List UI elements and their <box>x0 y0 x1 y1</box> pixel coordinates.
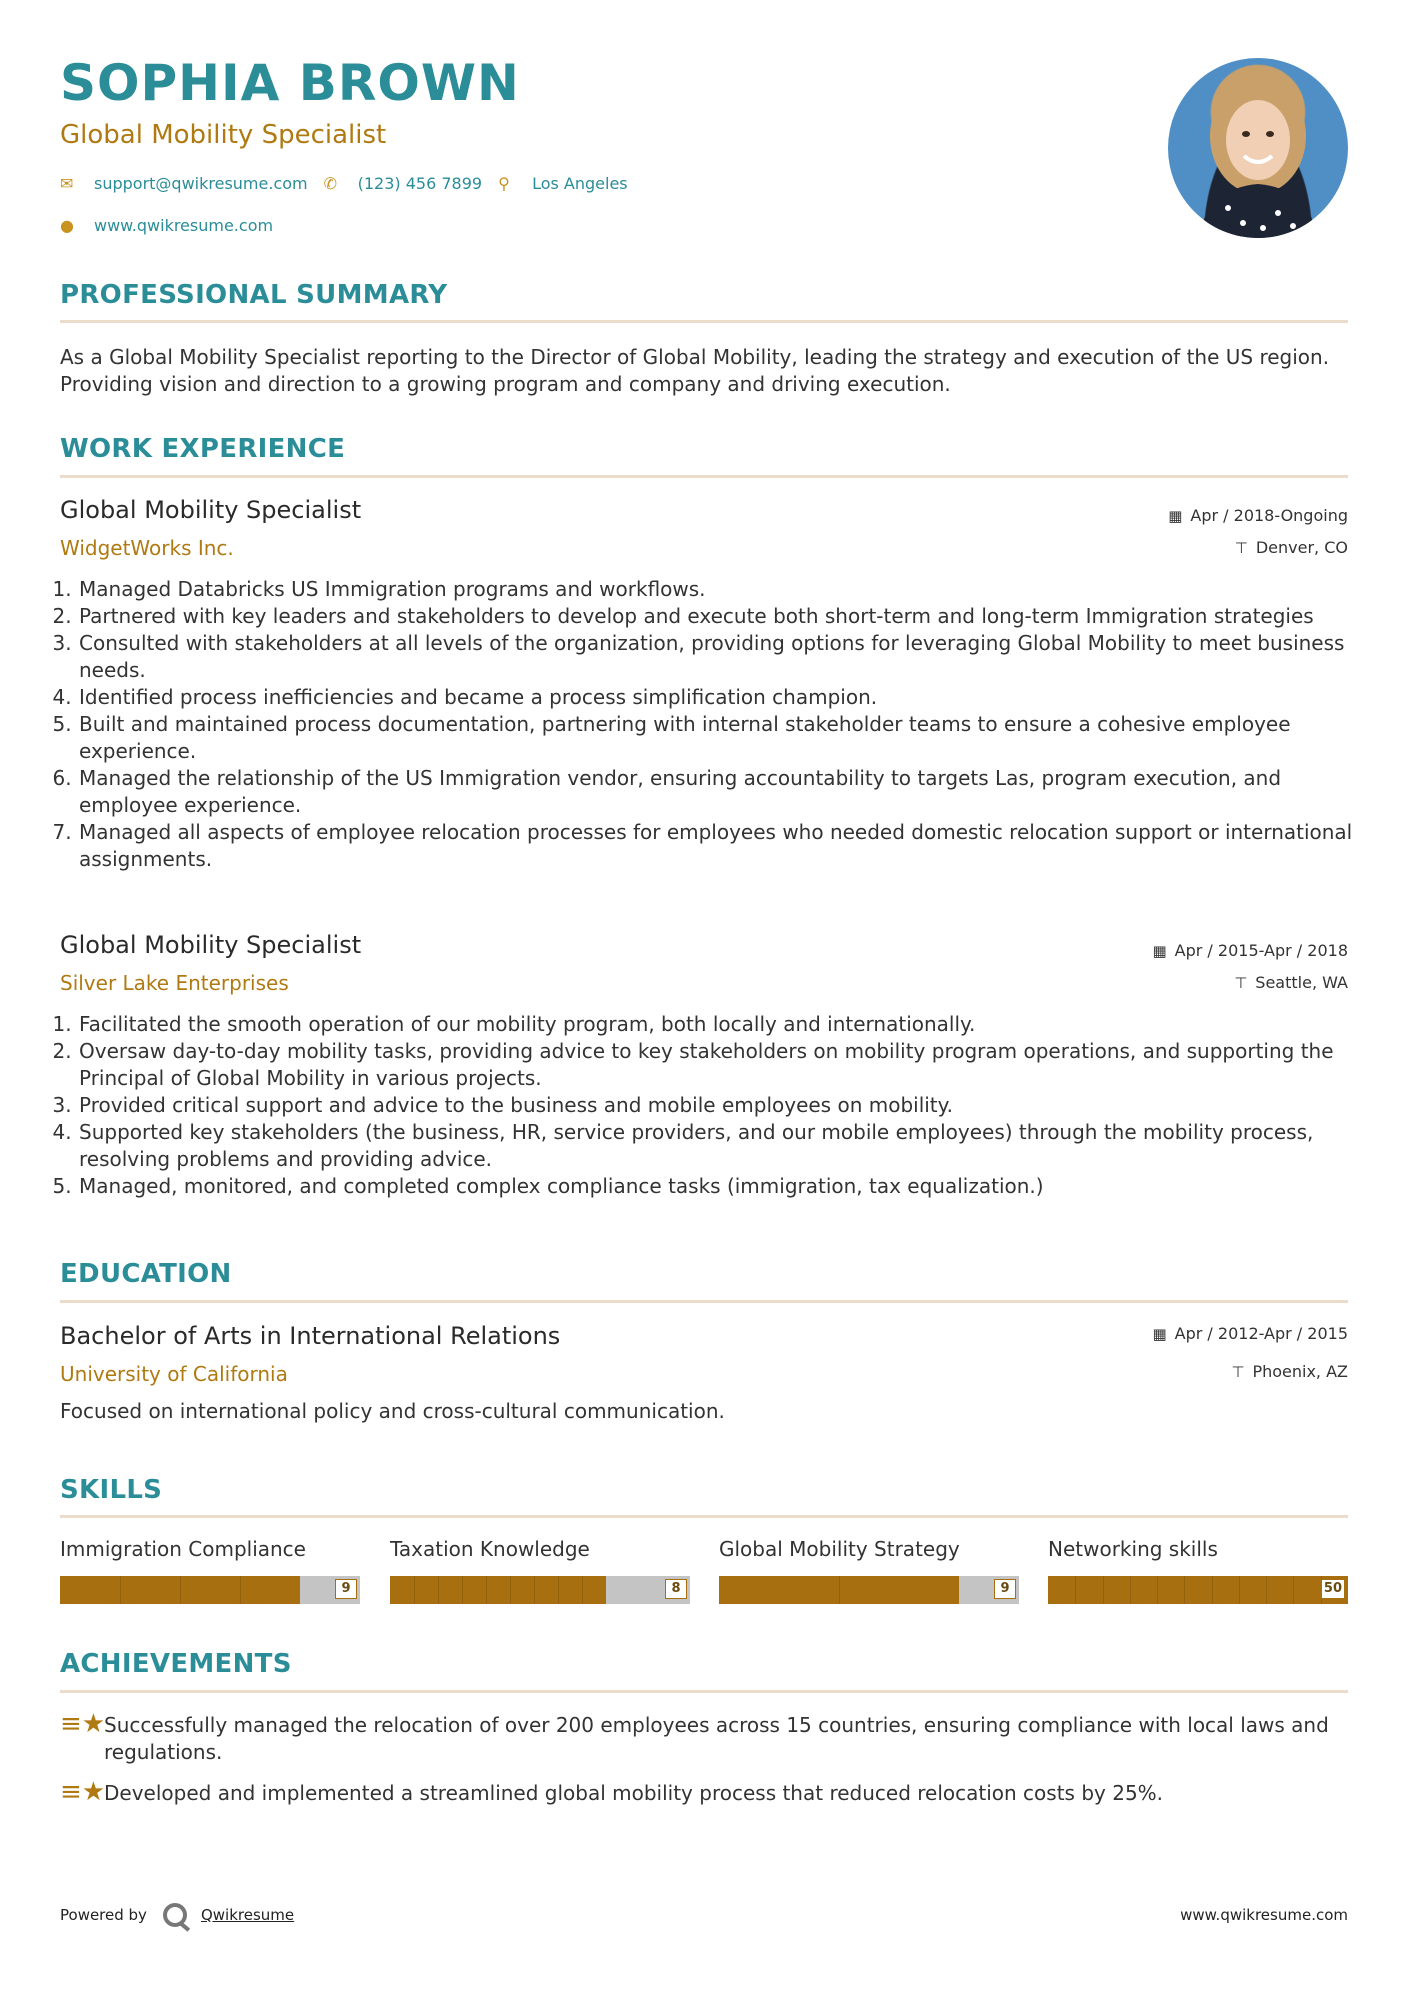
skill-level-badge: 9 <box>994 1579 1016 1599</box>
education-location <box>1231 1362 1348 1381</box>
skill-name: Global Mobility Strategy <box>719 1537 960 1561</box>
achievement-text: Developed and implemented a streamlined global mobility process that reduced relocation costs by 25%. <box>104 1781 1164 1805</box>
summary-text: As a Global Mobility Specialist reporting to the Director of Global Mobility, leading the strategy and execution of the US region. Providing vision and direction to a growing program and company and driving execution. <box>60 345 1330 396</box>
skill-bar-segment <box>1157 1576 1158 1604</box>
skill-bar-segment <box>1293 1576 1294 1604</box>
list-item: 4. Supported key stakeholders (the business, HR, service providers, and our mobile employees) through the mobility process, resolving problems and providing advice. <box>78 1119 1366 1173</box>
skill-bar-fill <box>390 1576 606 1604</box>
experience-divider <box>60 475 1348 478</box>
skill-item <box>719 1537 1019 1604</box>
skill-level-badge: 8 <box>665 1579 687 1599</box>
job-location-text: Seattle, WA <box>1255 973 1348 992</box>
star-icon: ≡★ <box>60 1709 106 1739</box>
skill-bar-segment <box>180 1576 181 1604</box>
skill-bar-segment <box>438 1576 439 1604</box>
job-location <box>1235 538 1348 557</box>
summary-heading: PROFESSIONAL SUMMARY <box>60 280 448 310</box>
pin-icon: ⊤ <box>1234 973 1248 992</box>
phone-contact[interactable] <box>324 174 482 193</box>
skill-bar-segment <box>558 1576 559 1604</box>
skill-bar-segment <box>120 1576 121 1604</box>
skill-bar-segment <box>582 1576 583 1604</box>
degree-title: Bachelor of Arts in International Relations <box>60 1322 561 1350</box>
contact-row-1 <box>60 174 644 193</box>
education-location-text: Phoenix, AZ <box>1252 1362 1348 1381</box>
achievement-item <box>60 1777 1348 1807</box>
skill-name: Taxation Knowledge <box>390 1537 590 1561</box>
location-text: Los Angeles <box>532 174 628 193</box>
calendar-icon: ▦ <box>1152 1324 1167 1343</box>
candidate-title: Global Mobility Specialist <box>60 120 387 150</box>
job-duties-list <box>60 1011 1366 1200</box>
skill-bar-segment <box>1075 1576 1076 1604</box>
list-item: 3. Provided critical support and advice to the business and mobile employees on mobility. <box>78 1092 1366 1119</box>
job-company: WidgetWorks Inc. <box>60 536 234 560</box>
job-dates-text: Apr / 2015-Apr / 2018 <box>1174 941 1348 960</box>
skill-bar-segment <box>839 1576 840 1604</box>
skill-item <box>1048 1537 1348 1604</box>
skill-name: Networking skills <box>1048 1537 1218 1561</box>
list-item: 1. Facilitated the smooth operation of our mobility program, both locally and internationally. <box>78 1011 1366 1038</box>
achievement-item <box>60 1709 1348 1766</box>
calendar-icon: ▦ <box>1168 506 1183 525</box>
education-heading: EDUCATION <box>60 1259 232 1289</box>
skill-item <box>60 1537 360 1604</box>
skill-bar-segment <box>1130 1576 1131 1604</box>
skill-bar-segment <box>240 1576 241 1604</box>
education-dates-text: Apr / 2012-Apr / 2015 <box>1174 1324 1348 1343</box>
qwikresume-link[interactable]: Qwikresume <box>200 1906 295 1924</box>
summary-divider <box>60 320 1348 323</box>
footer-powered-by <box>60 1903 294 1927</box>
skills-divider <box>60 1515 1348 1518</box>
email-text[interactable]: support@qwikresume.com <box>94 174 308 193</box>
contact-row-2 <box>60 216 289 235</box>
achievements-divider <box>60 1690 1348 1693</box>
skill-bar-segment <box>510 1576 511 1604</box>
skill-bar <box>390 1576 690 1604</box>
profile-photo <box>1168 58 1348 238</box>
skill-level-badge: 50 <box>1321 1579 1345 1599</box>
skill-bar-segment <box>1212 1576 1213 1604</box>
list-item: 2. Oversaw day-to-day mobility tasks, providing advice to key stakeholders on mobility program operations, and supporting the Principal of Global Mobility in various projects. <box>78 1038 1366 1092</box>
envelope-icon: ✉ <box>60 174 74 193</box>
school-name: University of California <box>60 1362 288 1386</box>
skill-bar <box>719 1576 1019 1604</box>
list-item: 7. Managed all aspects of employee relocation processes for employees who needed domestic relocation support or international assignments. <box>78 819 1366 873</box>
list-item: 4. Identified process inefficiencies and became a process simplification champion. <box>78 684 1366 711</box>
job-dates <box>1152 941 1348 960</box>
skill-bar <box>1048 1576 1348 1604</box>
skill-bar-segment <box>486 1576 487 1604</box>
job-title: Global Mobility Specialist <box>60 496 362 524</box>
globe-icon: ● <box>60 216 74 235</box>
website-contact[interactable] <box>60 216 273 235</box>
skill-level-badge: 9 <box>335 1579 357 1599</box>
pin-icon: ⊤ <box>1231 1362 1245 1381</box>
skill-name: Immigration Compliance <box>60 1537 306 1561</box>
map-pin-icon: ⚲ <box>498 174 510 193</box>
education-divider <box>60 1300 1348 1303</box>
list-item: 2. Partnered with key leaders and stakeholders to develop and execute both short-term and long-term Immigration strategies <box>78 603 1366 630</box>
skill-bar-segment <box>534 1576 535 1604</box>
experience-heading: WORK EXPERIENCE <box>60 434 346 464</box>
list-item: 5. Built and maintained process documentation, partnering with internal stakeholder teams to ensure a cohesive employee experience. <box>78 711 1366 765</box>
pin-icon: ⊤ <box>1234 538 1248 557</box>
achievement-text: Successfully managed the relocation of over 200 employees across 15 countries, ensuring compliance with local laws and regulations. <box>104 1713 1329 1764</box>
achievements-heading: ACHIEVEMENTS <box>60 1649 292 1679</box>
job-location-text: Denver, CO <box>1255 538 1348 557</box>
calendar-icon: ▦ <box>1152 941 1167 960</box>
job-location <box>1234 973 1348 992</box>
skill-bar-segment <box>1239 1576 1240 1604</box>
skill-item <box>390 1537 690 1604</box>
footer-url[interactable]: www.qwikresume.com <box>1180 1906 1348 1924</box>
star-icon: ≡★ <box>60 1777 106 1807</box>
education-dates <box>1152 1324 1348 1343</box>
list-item: 5. Managed, monitored, and completed complex compliance tasks (immigration, tax equalization.) <box>78 1173 1366 1200</box>
skill-bar <box>60 1576 360 1604</box>
email-contact[interactable] <box>60 174 308 193</box>
skill-bar-segment <box>1184 1576 1185 1604</box>
job-dates <box>1168 506 1348 525</box>
list-item: 3. Consulted with stakeholders at all levels of the organization, providing options for leveraging Global Mobility to meet business needs. <box>78 630 1366 684</box>
job-dates-text: Apr / 2018-Ongoing <box>1190 506 1348 525</box>
resume-page <box>60 0 1353 1990</box>
phone-icon: ✆ <box>323 174 338 193</box>
list-item: 1. Managed Databricks US Immigration programs and workflows. <box>78 576 1366 603</box>
job-title: Global Mobility Specialist <box>60 931 362 959</box>
qwikresume-logo-icon <box>163 1903 187 1927</box>
job-duties-list <box>60 576 1366 873</box>
skill-bar-segment <box>1266 1576 1267 1604</box>
skill-bar-segment <box>1103 1576 1104 1604</box>
powered-by-label: Powered by <box>60 1906 147 1924</box>
list-item: 6. Managed the relationship of the US Immigration vendor, ensuring accountability to targets Las, program execution, and employee experience. <box>78 765 1366 819</box>
skill-bar-fill <box>1048 1576 1348 1604</box>
education-description: Focused on international policy and cross-cultural communication. <box>60 1399 725 1423</box>
skill-bar-segment <box>414 1576 415 1604</box>
skill-bar-segment <box>462 1576 463 1604</box>
phone-text[interactable]: (123) 456 7899 <box>357 174 483 193</box>
website-text[interactable]: www.qwikresume.com <box>94 216 274 235</box>
job-company: Silver Lake Enterprises <box>60 971 289 995</box>
skills-heading: SKILLS <box>60 1475 163 1505</box>
location-contact <box>498 174 628 193</box>
candidate-name: SOPHIA BROWN <box>60 54 520 112</box>
